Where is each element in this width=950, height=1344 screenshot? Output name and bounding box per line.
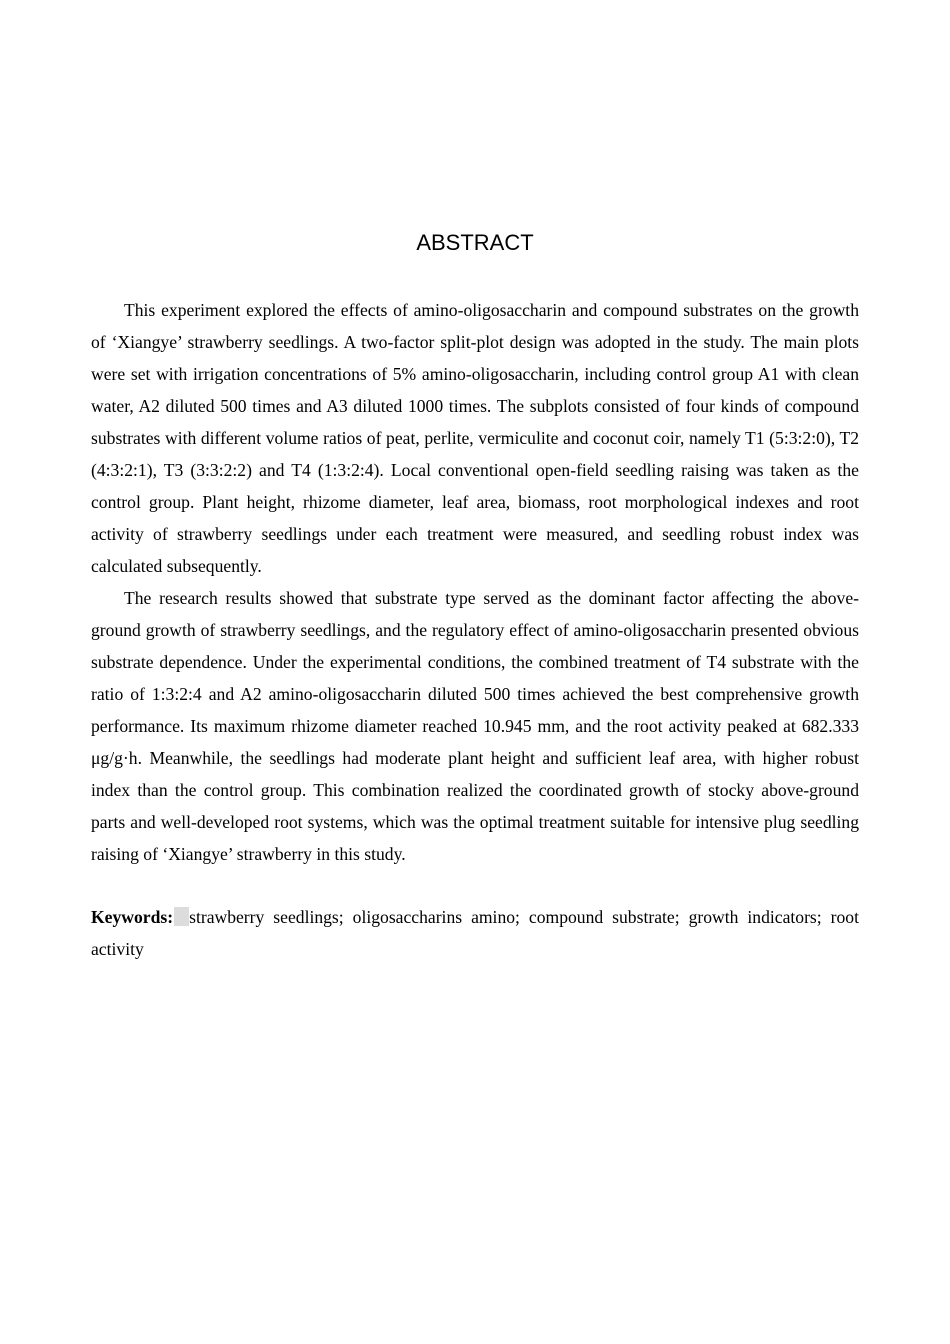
keywords-label: Keywords:	[91, 907, 174, 927]
abstract-body	[91, 294, 859, 870]
abstract-paragraph-2: The research results showed that substrate type served as the dominant factor affecting the above-ground growth of strawberry seedlings, and the regulatory effect of amino-oligosaccharin presented obvious substrate dependence. Under the experimental conditions, the combined treatment of T4 substrate with the ratio of 1:3:2:4 and A2 amino-oligosaccharin diluted 500 times achieved the best comprehensive growth performance. Its maximum rhizome diameter reached 10.945 mm, and the root activity peaked at 682.333 μg/g·h. Meanwhile, the seedlings had moderate plant height and sufficient leaf area, with higher robust index than the control group. This combination realized the coordinated growth of stocky above-ground parts and well-developed root systems, which was the optimal treatment suitable for intensive plug seedling raising of ‘Xiangye’ strawberry in this study.	[91, 588, 859, 864]
keywords-line	[91, 901, 859, 965]
text-cursor-highlight	[174, 907, 189, 926]
abstract-paragraph-1: This experiment explored the effects of amino-oligosaccharin and compound substrates on the growth of ‘Xiangye’ strawberry seedlings. A two-factor split-plot design was adopted in the study. The main plots were set with irrigation concentrations of 5% amino-oligosaccharin, including control group A1 with clean water, A2 diluted 500 times and A3 diluted 1000 times. The subplots consisted of four kinds of compound substrates with different volume ratios of peat, perlite, vermiculite and coconut coir, namely T1 (5:3:2:0), T2 (4:3:2:1), T3 (3:3:2:2) and T4 (1:3:2:4). Local conventional open-field seedling raising was taken as the control group. Plant height, rhizome diameter, leaf area, biomass, root morphological indexes and root activity of strawberry seedlings under each treatment were measured, and seedling robust index was calculated subsequently.	[91, 300, 859, 576]
keywords-text: strawberry seedlings; oligosaccharins amino; compound substrate; growth indicators; root activity	[91, 907, 859, 959]
abstract-title: ABSTRACT	[416, 230, 534, 255]
